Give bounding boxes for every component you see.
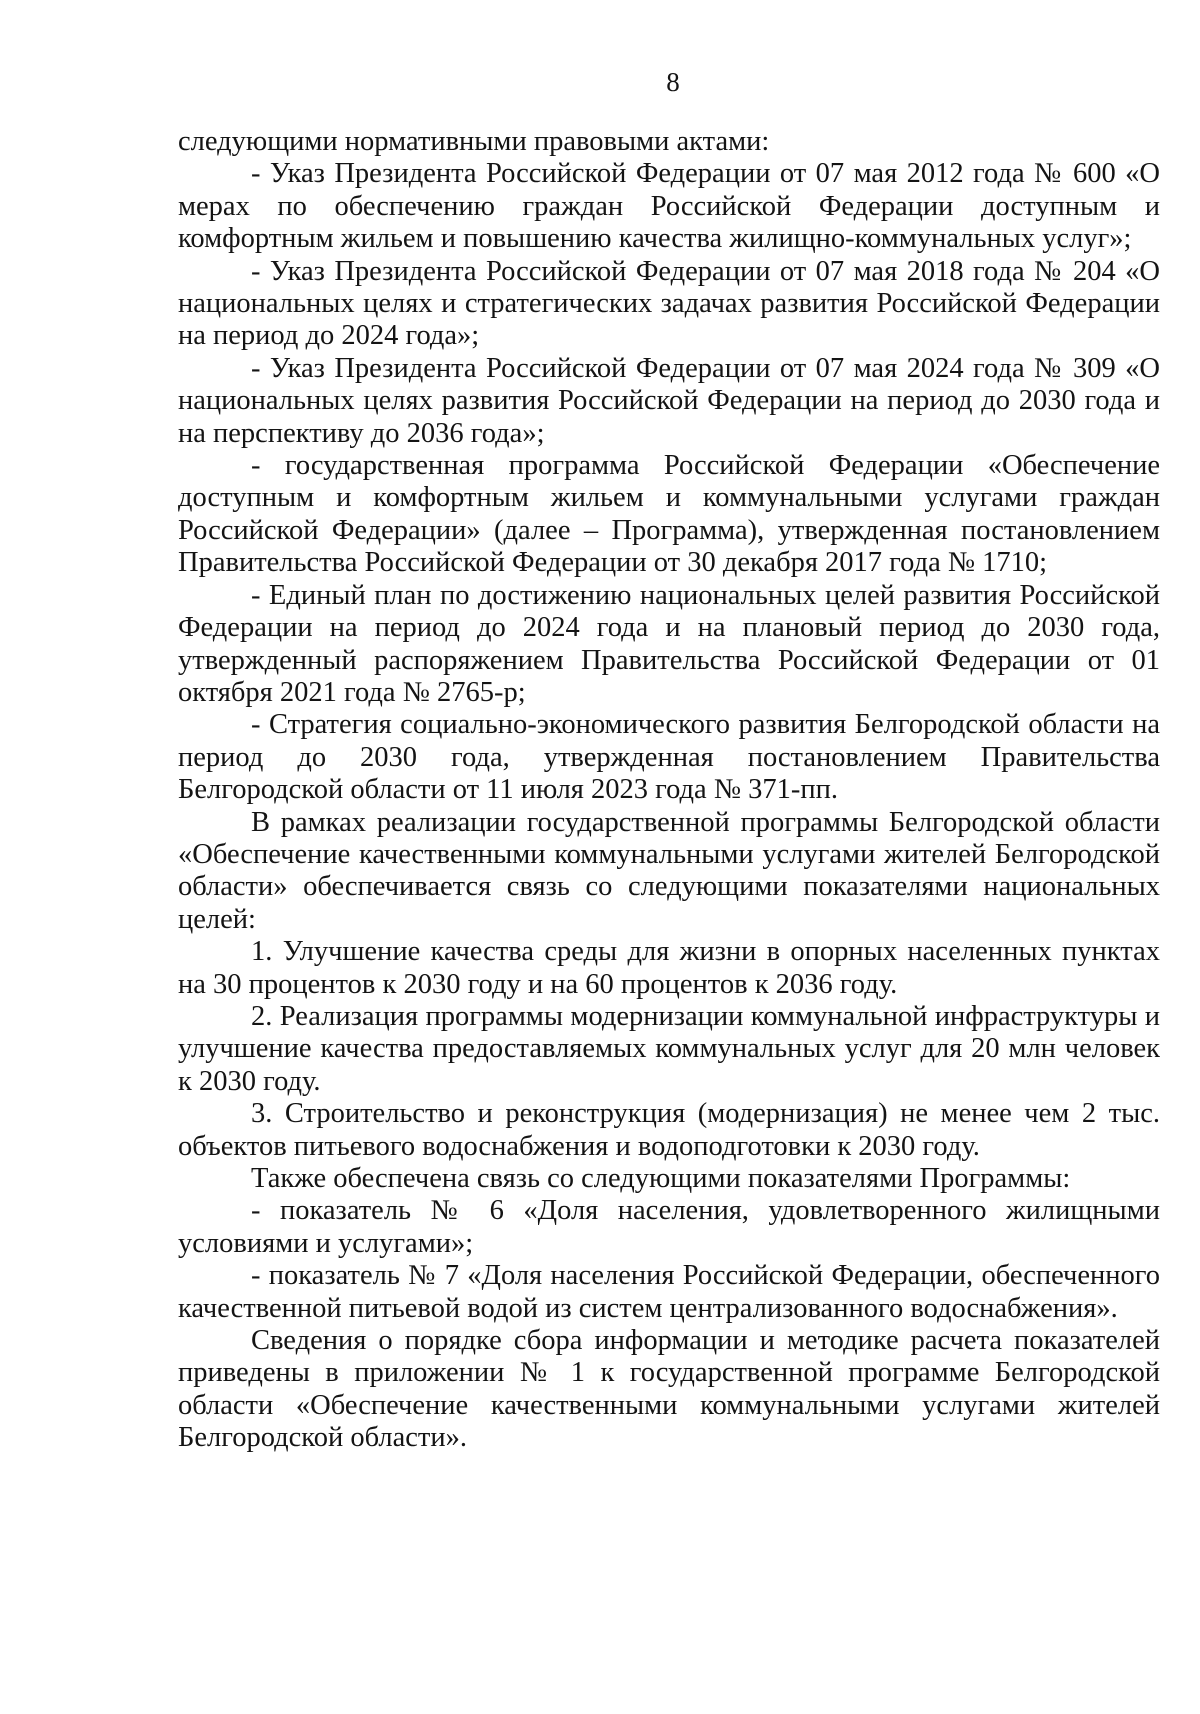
paragraph-intro: следующими нормативными правовыми актами: bbox=[178, 126, 770, 157]
paragraph-goal-1: 1. Улучшение качества среды для жизни в опорных населенных пунктах на 30 процентов к 2030 году и на 60 процентов к 2036 году. bbox=[178, 936, 1160, 1000]
paragraph-program-indicators: Также обеспечена связь со следующими показателями Программы: bbox=[251, 1163, 1071, 1194]
paragraph-decree-600: - Указ Президента Российской Федерации от 07 мая 2012 года № 600 «О мерах по обеспечению граждан Российской Федерации доступным и комфортным жильем и повышению качества жилищно-коммунальных услуг»; bbox=[178, 158, 1160, 255]
paragraph-state-program: - государственная программа Российской Федерации «Обеспечение доступным и комфортным жильем и коммунальными услугами граждан Российской Федерации» (далее – Программа), утвержденная постановлением Правительства Российской Федерации от 30 декабря 2017 года № 1710; bbox=[178, 450, 1160, 579]
document-body bbox=[178, 126, 1160, 1455]
paragraph-decree-204: - Указ Президента Российской Федерации от 07 мая 2018 года № 204 «О национальных целях и стратегических задачах развития Российской Федерации на период до 2024 года»; bbox=[178, 255, 1160, 352]
paragraph-goal-2: 2. Реализация программы модернизации коммунальной инфраструктуры и улучшение качества предоставляемых коммунальных услуг для 20 млн человек к 2030 году. bbox=[178, 1000, 1160, 1097]
paragraph-indicator-7: - показатель № 7 «Доля населения Российской Федерации, обеспеченного качественной питьевой водой из систем централизованного водоснабжения». bbox=[178, 1260, 1160, 1324]
paragraph-strategy: - Стратегия социально-экономического развития Белгородской области на период до 2030 года, утвержденная постановлением Правительства Белгородской области от 11 июля 2023 года № 371-пп. bbox=[178, 709, 1160, 806]
paragraph-national-goals: В рамках реализации государственной программы Белгородской области «Обеспечение качественными коммунальными услугами жителей Белгородской области» обеспечивается связь со следующими показателями национальных целей: bbox=[178, 806, 1160, 935]
paragraph-methodology: Сведения о порядке сбора информации и методике расчета показателей приведены в приложении № 1 к государственной программе Белгородской области «Обеспечение качественными коммунальными услугами жителей Белгородской области». bbox=[178, 1325, 1160, 1454]
paragraph-decree-309: - Указ Президента Российской Федерации от 07 мая 2024 года № 309 «О национальных целях развития Российской Федерации на период до 2030 года и на перспективу до 2036 года»; bbox=[178, 352, 1160, 449]
paragraph-goal-3: 3. Строительство и реконструкция (модернизация) не менее чем 2 тыс. объектов питьевого водоснабжения и водоподготовки к 2030 году. bbox=[178, 1098, 1160, 1162]
paragraph-unified-plan: - Единый план по достижению национальных целей развития Российской Федерации на период до 2024 года и на плановый период до 2030 года, утвержденный распоряжением Правительства Российской Федерации от 01 октября 2021 года № 2765-р; bbox=[178, 579, 1160, 708]
page-number: 8 bbox=[666, 67, 680, 97]
paragraph-indicator-6: - показатель № 6 «Доля населения, удовлетворенного жилищными условиями и услугами»; bbox=[178, 1195, 1160, 1259]
